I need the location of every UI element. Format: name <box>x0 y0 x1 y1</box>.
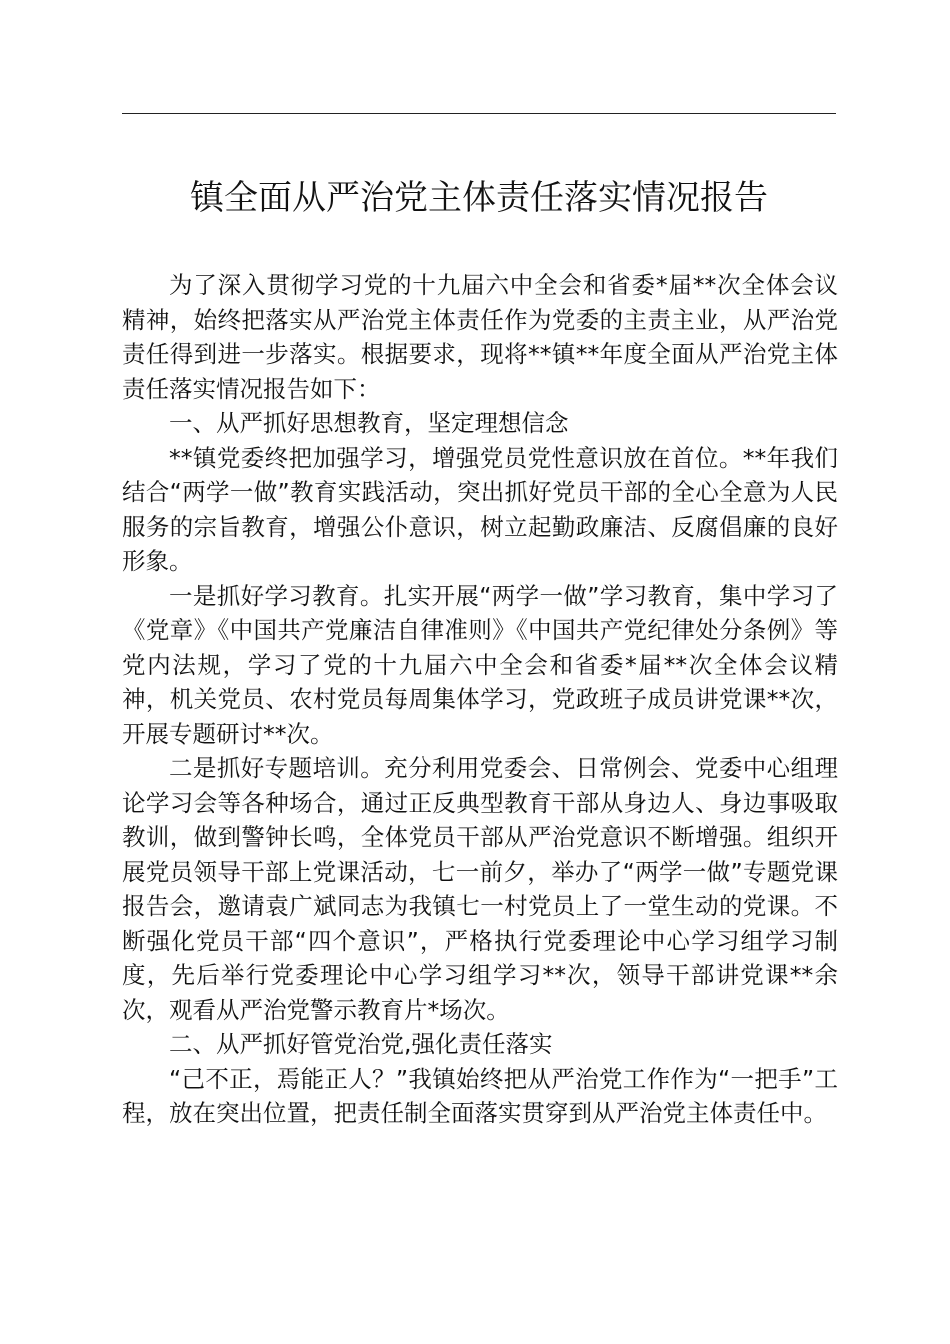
document-body <box>122 268 838 1131</box>
section-heading-2: 二、从严抓好管党治党,强化责任落实 <box>169 1030 553 1058</box>
paragraph-section-2-intro: “己不正，焉能正人？”我镇始终把从严治党工作作为“一把手”工程，放在突出位置，把责任制全面落实贯穿到从严治党主体责任中。 <box>122 1064 838 1127</box>
paragraph-section-1-intro: **镇党委终把加强学习，增强党员党性意识放在首位。**年我们结合“两学一做”教育实践活动，突出抓好党员干部的全心全意为人民服务的宗旨教育，增强公仆意识，树立起勤政廉洁、反腐倡廉的良好形象。 <box>122 443 838 575</box>
paragraph-special-training: 二是抓好专题培训。充分利用党委会、日常例会、党委中心组理论学习会等各种场合，通过正反典型教育干部从身边人、身边事吸取教训，做到警钟长鸣，全体党员干部从严治党意识不断增强。组织开展党员领导干部上党课活动，七一前夕，举办了“两学一做”专题党课报告会，邀请袁广斌同志为我镇七一村党员上了一堂生动的党课。不断强化党员干部“四个意识”，严格执行党委理论中心学习组学习制度，先后举行党委理论中心学习组学习**次，领导干部讲党课**余次，观看从严治党警示教育片*场次。 <box>122 754 838 1024</box>
section-heading-1: 一、从严抓好思想教育，坚定理想信念 <box>169 409 569 437</box>
paragraph-intro: 为了深入贯彻学习党的十九届六中全会和省委*届**次全体会议精神，始终把落实从严治党主体责任作为党委的主责主业，从严治党责任得到进一步落实。根据要求，现将**镇**年度全面从严治党主体责任落实情况报告如下： <box>122 271 838 403</box>
paragraph-study-education: 一是抓好学习教育。扎实开展“两学一做”学习教育，集中学习了《党章》《中国共产党廉洁自律准则》《中国共产党纪律处分条例》等党内法规，学习了党的十九届六中全会和省委*届**次全体会议精神，机关党员、农村党员每周集体学习，党政班子成员讲党课**次，开展专题研讨**次。 <box>122 581 838 748</box>
document-title: 镇全面从严治党主体责任落实情况报告 <box>190 178 768 218</box>
header-rule <box>122 113 836 114</box>
